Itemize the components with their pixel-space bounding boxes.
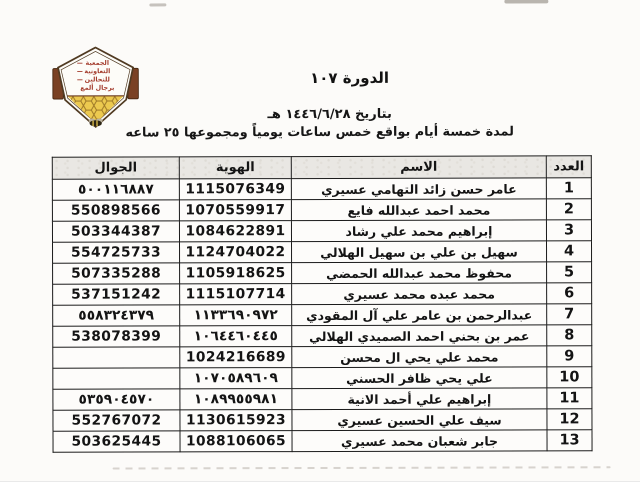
table-row [53,241,592,263]
table-row [53,304,592,326]
cell-name: إبراهيم محمد علي رشاد [291,220,546,242]
cell-mobile: 503344387 [52,221,179,242]
table-row [53,409,592,431]
cell-number: 1 [546,178,591,199]
cell-number: 13 [547,430,592,451]
cell-number: 9 [547,346,592,367]
scan-artifact [113,466,611,469]
table-row [53,388,592,410]
cell-id: ١٠٨٩٩٥٥٩٨١ [180,389,292,410]
cell-number: 8 [547,325,592,346]
cell-name: عبدالرحمن بن عامر علي آل المقودي [292,304,547,326]
logo-line-1: الجمعية [86,60,109,67]
cell-name: علي يحي ظافر الحسني [292,367,547,389]
table-row [53,283,592,305]
table-row [53,430,592,452]
cell-name: محمد احمد عبدالله فايع [291,199,546,221]
cell-number: 6 [547,283,592,304]
cell-id: 1115076349 [179,179,291,200]
cell-id: 1070559917 [179,200,291,221]
cell-mobile: ٥٥٨٣٢٤٣٧٩ [53,305,180,326]
cell-id: ١٠٧٠٥٨٩٦٠٩ [180,368,292,389]
table-row [53,262,592,284]
cell-name: محمد عبده محمد عسيري [292,283,547,305]
cell-mobile [53,368,180,389]
cell-name: جابر شعبان محمد عسيري [292,430,547,452]
cell-number: 7 [547,304,592,325]
cell-name: إبراهيم علي أحمد الانية [292,388,547,410]
table-header-row [52,156,591,179]
logo-line-2: التعاونية [84,68,110,75]
date-line: بتاريخ ١٤٤٦/٦/٢٨ هـ [20,106,640,123]
header-number: العدد [546,156,591,178]
cell-name: سيف علي الحسين عسيري [292,409,547,431]
cell-name: عمر بن بحني احمد الصميدي الهلالي [292,325,547,347]
session-title: الدورة ١٠٧ [60,68,640,88]
header-id: الهوية [179,157,291,179]
table-row [53,367,592,389]
cell-mobile: ٥٠٠١١٦٨٨٧ [52,179,179,200]
cell-name: محفوظ محمد عبدالله الحمضي [292,262,547,284]
cell-mobile: 537151242 [53,284,180,305]
logo-line-3: للنحالين [85,76,110,83]
cell-mobile: 507335288 [53,263,180,284]
cell-mobile: 552767072 [53,410,180,431]
cell-mobile: 554725733 [53,242,180,263]
cell-id: 1124704022 [180,242,292,263]
cell-name: عامر حسن زائد التهامي عسيري [291,178,546,200]
table-body [52,178,592,452]
logo-line-4: برجال ألمع [80,83,114,92]
scan-artifact [149,3,166,6]
cell-number: 3 [546,220,591,241]
cell-id: 1024216689 [180,347,292,368]
cell-mobile [53,347,180,368]
table-row [52,220,591,242]
cell-id: 1130615923 [180,410,292,431]
cell-id: ١١٣٣٦٩٠٩٧٢ [180,305,292,326]
cell-mobile: 538078399 [53,326,180,347]
cell-number: 11 [547,388,592,409]
duration-line: لمدة خمسة أيام بواقع خمس ساعات يومياً ومجموعها ٢٥ ساعه [0,124,640,141]
cell-name: سهيل بن علي بن سهيل الهلالي [292,241,547,263]
table-row [52,178,591,200]
cell-id: ١٠٦٤٤٦٠٤٤٥ [180,326,292,347]
cell-number: 2 [546,199,591,220]
cell-mobile: 503625445 [53,431,180,452]
scan-artifact [504,0,548,4]
cell-number: 10 [547,367,592,388]
cell-id: 1115107714 [180,284,292,305]
cell-id: 1105918625 [180,263,292,284]
header-mobile: الجوال [52,157,179,179]
cell-number: 4 [547,241,592,262]
cell-number: 12 [547,409,592,430]
table-row [53,346,592,368]
table-row [53,325,592,347]
cell-number: 5 [547,262,592,283]
cell-mobile: 550898566 [52,200,179,221]
cell-mobile: ٥٣٥٩٠٤٥٧٠ [53,389,180,410]
cell-id: 1084622891 [179,221,291,242]
table-row [52,199,591,221]
participants-table [52,155,593,452]
cell-id: 1088106065 [180,431,292,452]
header-name: الاسم [291,156,546,179]
cell-name: محمد علي يحي ال محسن [292,346,547,368]
